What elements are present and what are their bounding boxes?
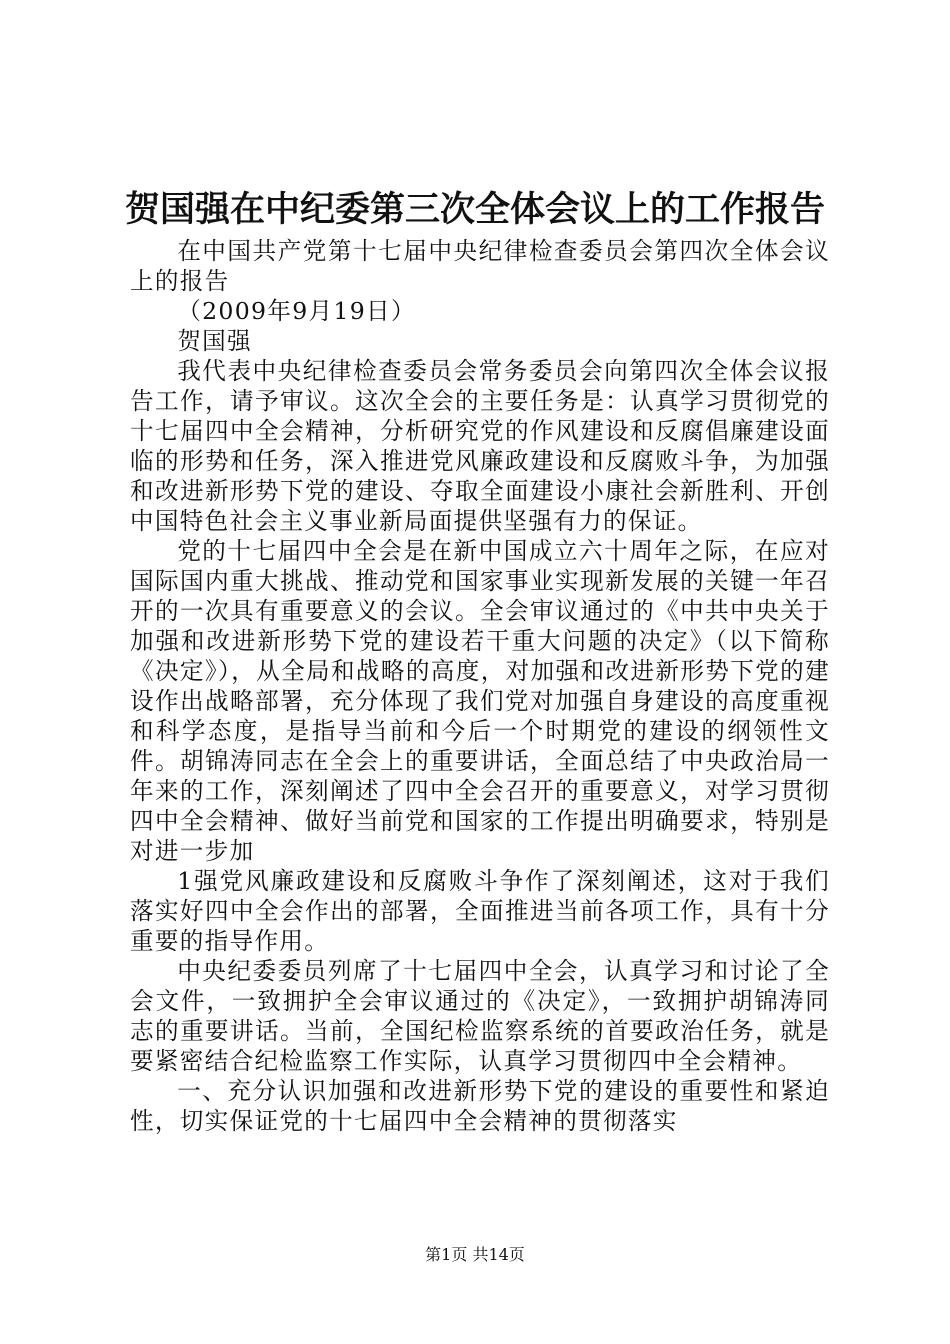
paragraph-section-heading: 一、充分认识加强和改进新形势下党的建设的重要性和紧迫性，切实保证党的十七届四中全会精神的贯彻落实 [130, 1077, 830, 1135]
paragraph-continuation: 1强党风廉政建设和反腐败斗争作了深刻阐述，这对于我们落实好四中全会作出的部署，全面推进当前各项工作，具有十分重要的指导作用。 [130, 867, 830, 955]
paragraph-subtitle: 在中国共产党第十七届中央纪律检查委员会第四次全体会议上的报告 [130, 237, 830, 295]
paragraph-date: （2009年9月19日） [177, 297, 416, 325]
paragraph-intro: 我代表中央纪律检查委员会常务委员会向第四次全体会议报告工作，请予审议。这次全会的主要任务是：认真学习贯彻党的十七届四中全会精神，分析研究党的作风建设和反腐倡廉建设面临的形势和任务，深入推进党风廉政建设和反腐败斗争，为加强和改进新形势下党的建设、夺取全面建设小康社会新胜利、开创中国特色社会主义事业新局面提供坚强有力的保证。 [130, 357, 830, 535]
paragraph-author: 贺国强 [177, 327, 252, 355]
document-title: 贺国强在中纪委第三次全体会议上的工作报告 [124, 189, 825, 230]
page-footer [0, 1244, 950, 1266]
page-indicator: 第1页 共14页 [425, 1245, 525, 1264]
paragraph-plenum: 党的十七届四中全会是在新中国成立六十周年之际，在应对国际国内重大挑战、推动党和国家事业实现新发展的关键一年召开的一次具有重要意义的会议。全会审议通过的《中共中央关于加强和改进新形势下党的建设若干重大问题的决定》（以下简称《决定》），从全局和战略的高度，对加强和改进新形势下党的建设作出战略部署，充分体现了我们党对加强自身建设的高度重视和科学态度，是指导当前和今后一个时期党的建设的纲领性文件。胡锦涛同志在全会上的重要讲话，全面总结了中央政治局一年来的工作，深刻阐述了四中全会召开的重要意义，对学习贯彻四中全会精神、做好当前党和国家的工作提出明确要求，特别是对进一步加 [130, 537, 830, 865]
document-body [130, 236, 830, 1136]
paragraph-commission: 中央纪委委员列席了十七届四中全会，认真学习和讨论了全会文件，一致拥护全会审议通过的《决定》，一致拥护胡锦涛同志的重要讲话。当前，全国纪检监察系统的首要政治任务，就是要紧密结合纪检监察工作实际，认真学习贯彻四中全会精神。 [130, 957, 830, 1075]
